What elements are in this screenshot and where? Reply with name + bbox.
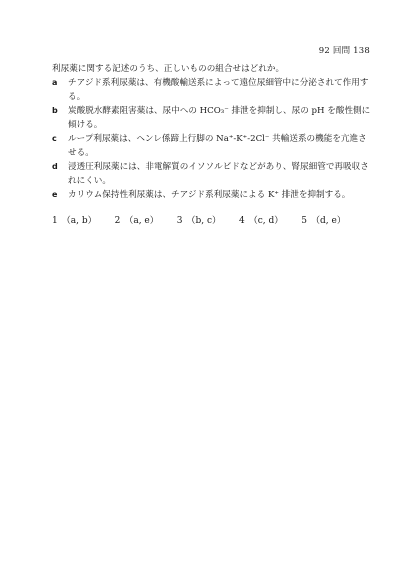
choice-combo: （b, c） [186,216,222,226]
answer-choices [52,214,382,228]
choice-number: 5 [301,216,308,226]
statement-d [52,160,372,188]
choice-number: 3 [176,216,183,226]
statement-text: 浸透圧利尿薬には、非電解質のイソソルビドなどがあり、腎尿細管で再吸収されにくい。 [68,162,369,186]
answer-choice-3[interactable] [177,214,221,228]
answer-choice-2[interactable] [115,214,159,228]
statement-b [52,104,372,132]
choice-combo: （a, b） [61,216,97,226]
question-stem: 利尿薬に関する記述のうち、正しいものの組合せはどれか。 [52,64,285,74]
answer-choice-1[interactable] [52,214,97,228]
choice-combo: （c, d） [248,216,284,226]
answer-choice-4[interactable] [239,214,283,228]
statement-mark: c [52,134,57,143]
statement-mark: a [52,78,58,87]
choice-combo: （a, e） [124,216,159,226]
choice-number: 4 [239,216,245,226]
statement-text: チアジド系利尿薬は、有機酸輸送系によって遠位尿細管中に分泌されて作用する。 [68,78,369,102]
statement-mark: e [52,190,58,199]
question-content [52,62,372,228]
question-id: 92 回問 138 [318,46,370,56]
statement-e [52,188,372,202]
statement-text: カリウム保持性利尿薬は、チアジド系利尿薬による K⁺ 排泄を抑制する。 [68,190,351,200]
choice-number: 2 [114,216,121,226]
statement-text: ループ利尿薬は、ヘンレ係蹄上行脚の Na⁺-K⁺-2Cl⁻ 共輸送系の機能を亢進させる。 [68,134,367,158]
statement-c [52,132,372,160]
answer-choice-5[interactable] [301,214,346,228]
statement-text: 炭酸脱水酵素阻害薬は、尿中への HCO₃⁻ 排泄を抑制し、尿の pH を酸性側に傾ける。 [68,106,371,130]
statement-mark: d [52,162,58,171]
choice-combo: （d, e） [311,216,346,226]
statement-a [52,76,372,104]
choice-number: 1 [52,216,58,226]
statement-mark: b [52,106,58,115]
